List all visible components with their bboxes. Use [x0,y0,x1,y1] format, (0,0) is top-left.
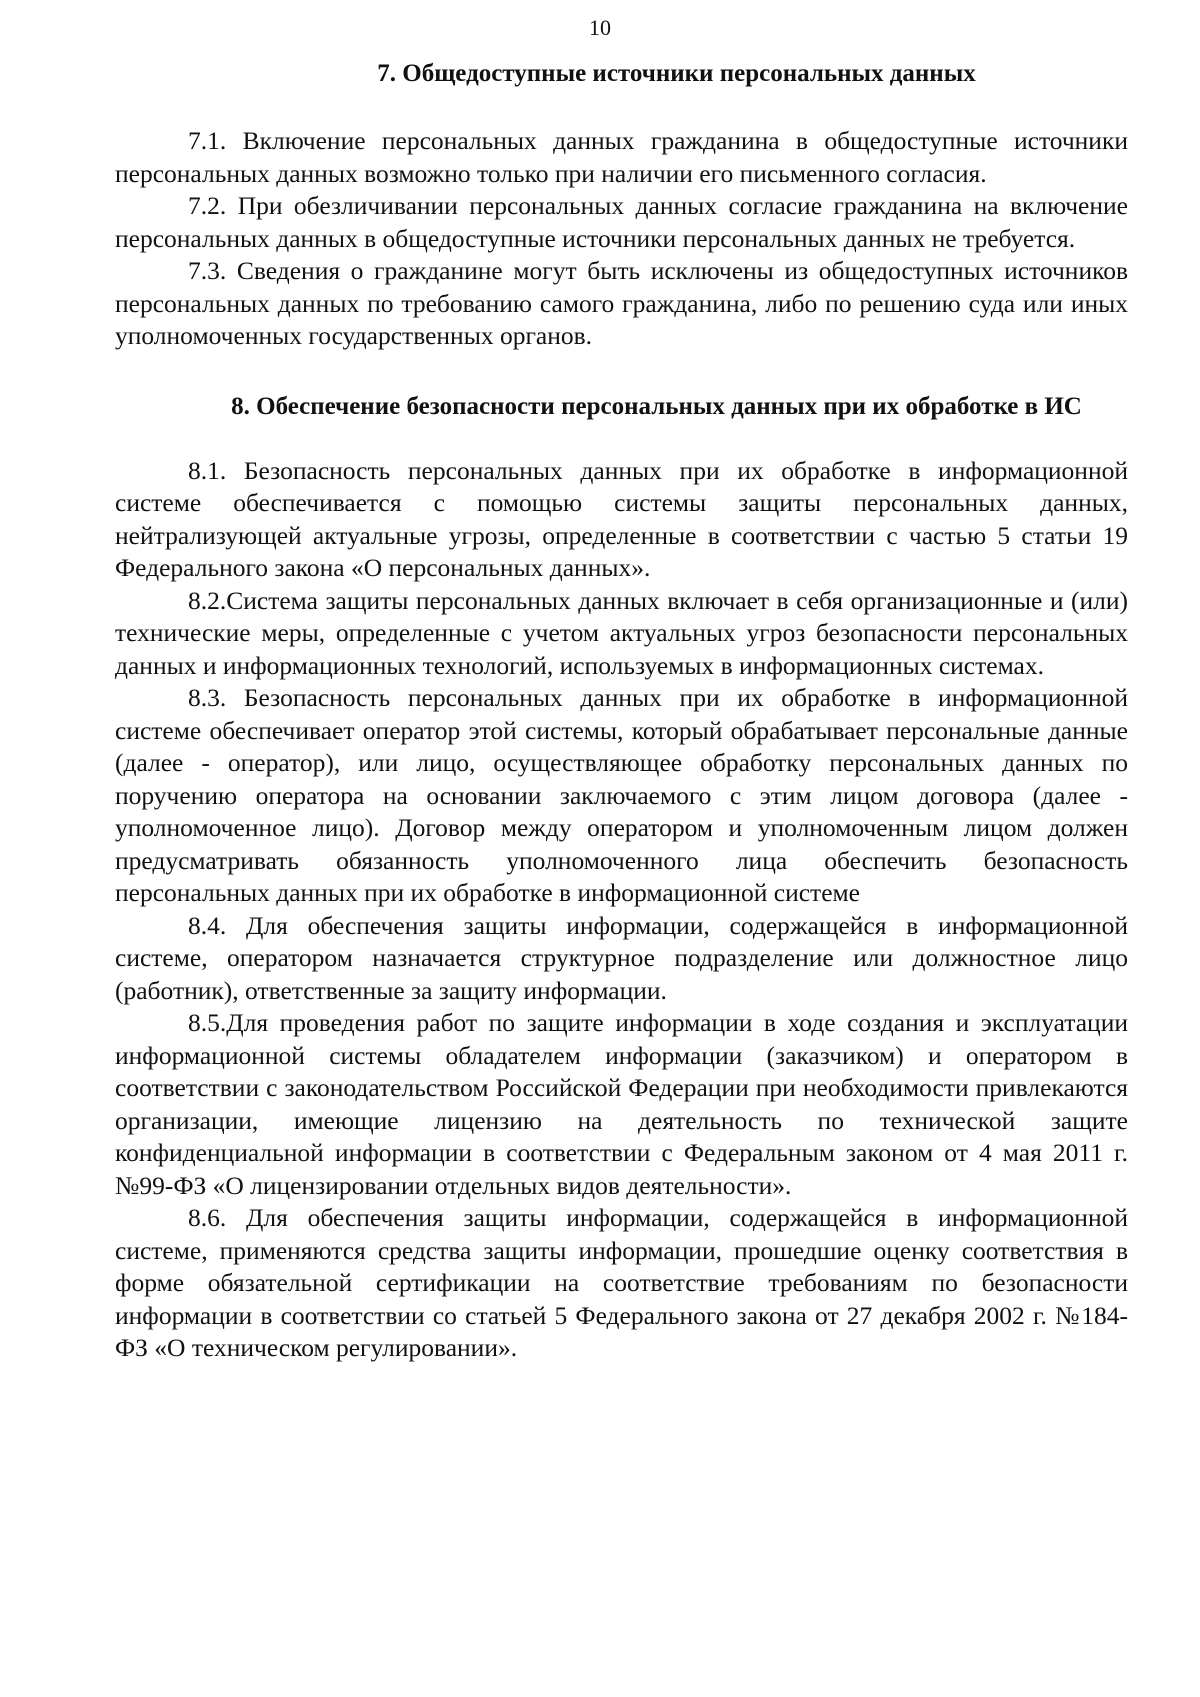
paragraph-8-3: 8.3. Безопасность персональных данных при их обработке в информационной системе обеспечивает оператор этой системы, который обрабатывает персональные данные (далее - оператор), или лицо, осуществляющее обработку персональных данных по поручению оператора на основании заключаемого с этим лицом договора (далее - уполномоченное лицо). Договор между оператором и уполномоченным лицом должен предусматривать обязанность уполномоченного лица обеспечить безопасность персональных данных при их обработке в информационной системе [115,683,1128,907]
paragraph-8-2: 8.2.Система защиты персональных данных включает в себя организационные и (или) технические меры, определенные с учетом актуальных угроз безопасности персональных данных и информационных технологий, используемых в информационных системах. [115,585,1128,680]
paragraph-8-6: 8.6. Для обеспечения защиты информации, содержащейся в информационной системе, применяются средства защиты информации, прошедшие оценку соответствия в форме обязательной сертификации на соответствие требованиям по безопасности информации в соответствии со статьей 5 Федерального закона от 27 декабря 2002 г. №184-ФЗ «О техническом регулировании». [115,1203,1128,1362]
page-number: 10 [589,15,611,40]
section-7-heading: 7. Общедоступные источники персональных данных [377,60,976,87]
section-8-heading: 8. Обеспечение безопасности персональных данных при их обработке в ИС [231,392,1082,420]
paragraph-7-2: 7.2. При обезличивании персональных данных согласие гражданина на включение персональных данных в общедоступные источники персональных данных не требуется. [115,191,1128,253]
paragraph-7-3: 7.3. Сведения о гражданине могут быть исключены из общедоступных источников персональных данных по требованию самого гражданина, либо по решению суда или иных уполномоченных государственных органов. [115,256,1128,350]
paragraph-8-1: 8.1. Безопасность персональных данных при их обработке в информационной системе обеспечивается с помощью системы защиты персональных данных, нейтрализующей актуальные угрозы, определенные в соответствии с частью 5 статьи 19 Федерального закона «О персональных данных». [115,455,1128,582]
paragraph-7-1: 7.1. Включение персональных данных гражданина в общедоступные источники персональных данных возможно только при наличии его письменного согласия. [115,126,1128,188]
page-content [115,58,1128,1365]
section-7 [115,58,1128,353]
section-8 [115,391,1128,1365]
paragraph-8-4: 8.4. Для обеспечения защиты информации, содержащейся в информационной системе, оператором назначается структурное подразделение или должностное лицо (работник), ответственные за защиту информации. [115,910,1128,1005]
paragraph-8-5: 8.5.Для проведения работ по защите информации в ходе создания и эксплуатации информационной системы обладателем информации (заказчиком) и оператором в соответствии с законодательством Российской Федерации при необходимости привлекаются организации, имеющие лицензию на деятельность по технической защите конфиденциальной информации в соответствии с Федеральным законом от 4 мая 2011 г. №99-ФЗ «О лицензировании отдельных видов деятельности». [115,1008,1128,1200]
